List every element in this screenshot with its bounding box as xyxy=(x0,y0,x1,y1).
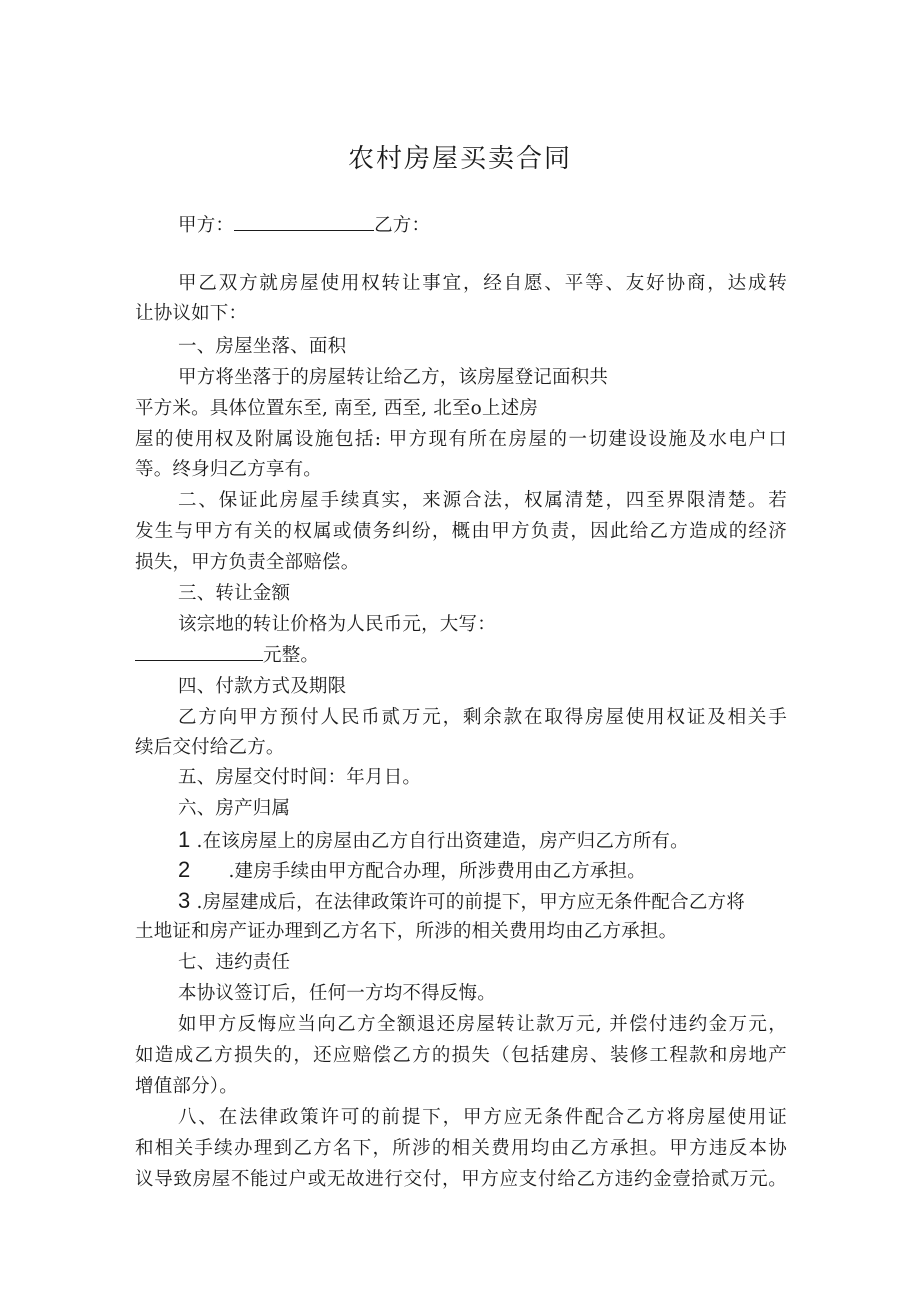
item-2-text: .建房手续由甲方配合办理，所涉费用由乙方承担。 xyxy=(228,861,646,882)
section-7-line-1: 本协议签订后，任何一方均不得反悔。 xyxy=(178,983,496,1004)
section-8-line-3: 议导致房屋不能过户或无故进行交付，甲方应支付给乙方违约金壹拾贰万元。 xyxy=(135,1169,787,1190)
party-a-label: 甲方： xyxy=(178,215,235,236)
section-2-line-3: 损失，甲方负责全部赔偿。 xyxy=(135,552,360,573)
item-1-number: 1 xyxy=(178,827,191,852)
section-1-line-1: 甲方将坐落于的房屋转让给乙方，该房屋登记面积共 xyxy=(178,367,609,388)
section-4-line-2: 续后交付给乙方。 xyxy=(135,737,285,758)
section-1-line-4: 等。终身归乙方享有。 xyxy=(135,459,323,480)
party-b-label: 乙方： xyxy=(374,215,431,236)
section-6-heading: 六、房产归属 xyxy=(178,798,291,819)
section-1-line-2: 平方米。具体位置东至, 南至, 西至, 北至o上述房 xyxy=(135,398,539,419)
amount-blank xyxy=(135,642,263,661)
item-3-text: .房屋建成后，在法律政策许可的前提下，甲方应无条件配合乙方将 xyxy=(196,892,745,913)
section-4-line-1: 乙方向甲方预付人民币贰万元，剩余款在取得房屋使用权证及相关手 xyxy=(178,707,787,728)
section-4-heading: 四、付款方式及期限 xyxy=(178,676,347,697)
section-5-line: 五、房屋交付时间：年月日。 xyxy=(178,767,422,788)
section-2-line-2: 发生与甲方有关的权属或债务纠纷，概由甲方负责，因此给乙方造成的经济 xyxy=(135,521,787,542)
intro-line-1: 甲乙双方就房屋使用权转让事宜，经自愿、平等、友好协商，达成转 xyxy=(178,273,787,294)
section-8-line-2: 和相关手续办理到乙方名下，所涉的相关费用均由乙方承担。甲方违反本协 xyxy=(135,1138,787,1159)
party-a-blank xyxy=(234,212,374,231)
section-7-line-3: 如造成乙方损失的，还应赔偿乙方的损失（包括建房、装修工程款和房地产 xyxy=(135,1045,787,1066)
section-6-item-2 xyxy=(178,856,646,886)
section-1-heading: 一、房屋坐落、面积 xyxy=(178,336,347,357)
amount-suffix: 元整。 xyxy=(263,645,320,666)
section-3-line-1: 该宗地的转让价格为人民币元，大写： xyxy=(178,614,496,635)
section-8-line-1: 八、在法律政策许可的前提下，甲方应无条件配合乙方将房屋使用证 xyxy=(178,1107,787,1128)
section-7-heading: 七、违约责任 xyxy=(178,952,291,973)
item-1-text: .在该房屋上的房屋由乙方自行出资建造，房产归乙方所有。 xyxy=(196,831,689,852)
document-title: 农村房屋买卖合同 xyxy=(347,144,572,174)
section-3-heading: 三、转让金额 xyxy=(178,583,291,604)
item-3-number: 3 xyxy=(178,888,191,913)
intro-line-2: 让协议如下： xyxy=(135,303,248,324)
section-6-item-3-line-2: 土地证和房产证办理到乙方名下，所涉的相关费用均由乙方承担。 xyxy=(135,921,678,942)
section-6-item-1 xyxy=(178,826,689,856)
section-3-line-2 xyxy=(135,642,319,670)
section-1-line-3: 屋的使用权及附属设施包括: 甲方现有所在房屋的一切建设设施及水电户口 xyxy=(135,429,787,450)
section-6-item-3 xyxy=(178,887,745,917)
section-7-line-2: 如甲方反悔应当向乙方全额退还房屋转让款万元, 并偿付违约金万元， xyxy=(178,1014,787,1035)
section-7-line-4: 增值部分）。 xyxy=(135,1076,238,1097)
item-2-number: 2 xyxy=(178,857,191,882)
section-2-line-1: 二、保证此房屋手续真实，来源合法，权属清楚，四至界限清楚。若 xyxy=(178,490,787,511)
parties-line xyxy=(178,212,430,240)
